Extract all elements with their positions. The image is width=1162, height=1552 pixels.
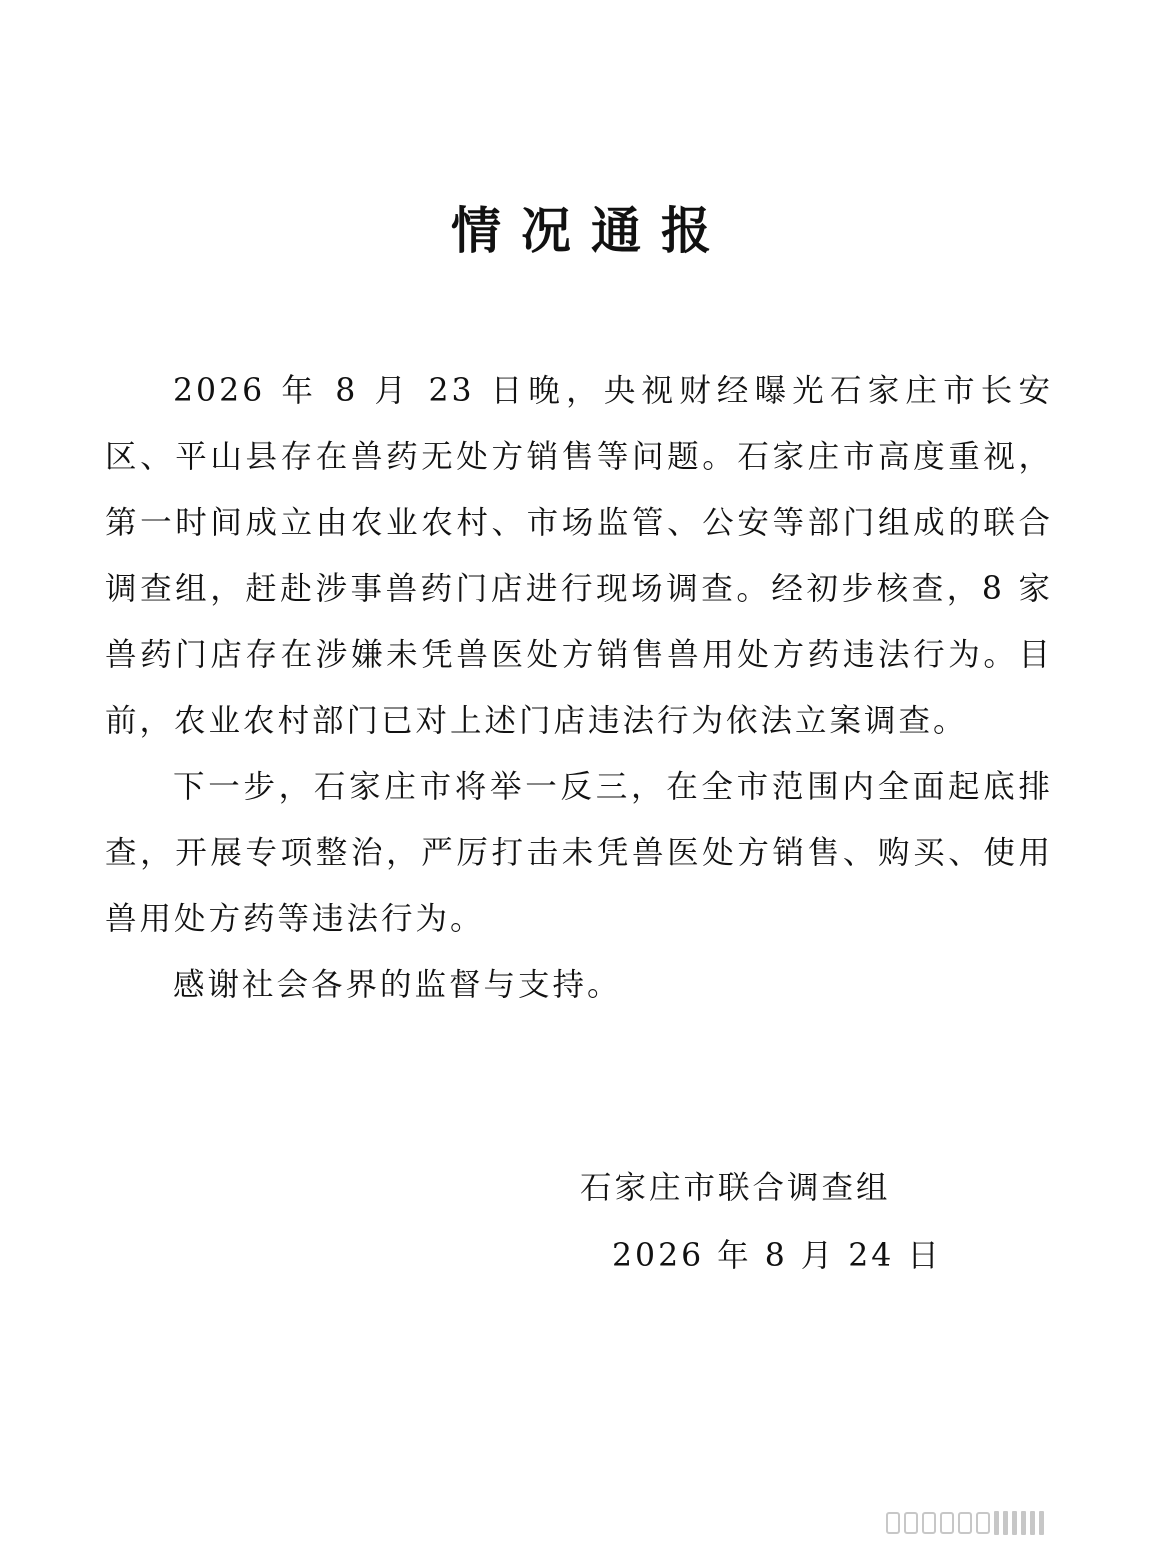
paragraph-thanks: 感谢社会各界的监督与支持。	[173, 967, 622, 1003]
platform-watermark-icon	[886, 1506, 1136, 1540]
document-title: 情况通报	[451, 202, 731, 260]
watermark-block-icon	[940, 1512, 954, 1534]
watermark-bar-icon	[1039, 1511, 1044, 1535]
watermark-block-icon	[922, 1512, 936, 1534]
watermark-block-icon	[886, 1512, 900, 1534]
watermark-block-icon	[958, 1512, 972, 1534]
watermark-bar-icon	[1012, 1511, 1017, 1535]
watermark-bar-icon	[1021, 1511, 1026, 1535]
watermark-bar-icon	[994, 1511, 999, 1535]
document-body	[105, 358, 1053, 1018]
paragraph-incident: 2026 年 8 月 23 日晚，央视财经曝光石家庄市长安区、平山县存在兽药无处方销售等问题。石家庄市高度重视，第一时间成立由农业农村、市场监管、公安等部门组成的联合调查组，赶赴涉事兽药门店进行现场调查。经初步核查，8 家兽药门店存在涉嫌未凭兽医处方销售兽用处方药违法行为。目前，农业农村部门已对上述门店违法行为依法立案调查。	[105, 373, 1053, 739]
watermark-bar-icon	[1030, 1511, 1035, 1535]
paragraph-next-steps: 下一步，石家庄市将举一反三，在全市范围内全面起底排查，开展专项整治，严厉打击未凭兽医处方销售、购买、使用兽用处方药等违法行为。	[105, 769, 1053, 937]
signature-organization: 石家庄市联合调查组	[580, 1170, 891, 1206]
watermark-bar-icon	[1003, 1511, 1008, 1535]
watermark-block-icon	[976, 1512, 990, 1534]
signature-date: 2026 年 8 月 24 日	[612, 1238, 942, 1274]
watermark-block-icon	[904, 1512, 918, 1534]
